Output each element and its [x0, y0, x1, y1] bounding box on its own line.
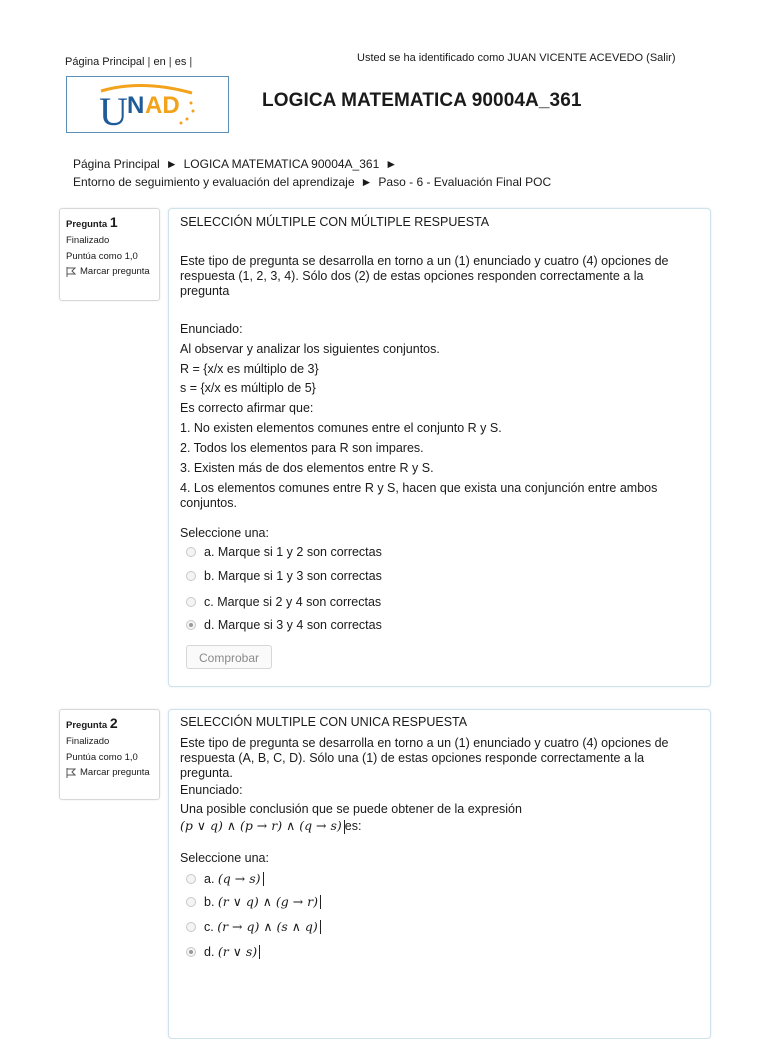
statement-line: 1. No existen elementos comunes entre el conjunto R y S. — [180, 421, 502, 435]
breadcrumb-section[interactable]: Entorno de seguimiento y evaluación del aprendizaje — [73, 175, 355, 189]
option-label: b. Marque si 1 y 3 son correctas — [204, 569, 382, 583]
answer-option-c[interactable] — [186, 595, 381, 609]
flag-icon — [66, 267, 76, 277]
text-cursor — [320, 920, 321, 934]
radio-button-selected[interactable] — [186, 947, 196, 957]
answer-option-c[interactable] — [186, 919, 321, 934]
answer-option-d[interactable] — [186, 618, 382, 632]
enunciado-label: Enunciado: — [180, 783, 243, 797]
text-cursor — [320, 895, 321, 909]
option-math: (q → s) — [217, 871, 261, 886]
breadcrumb-separator: ► — [360, 175, 373, 189]
option-label: d. Marque si 3 y 4 son correctas — [204, 618, 382, 632]
question-1-info — [59, 208, 160, 301]
question-label: Pregunta — [66, 219, 108, 230]
expression-suffix: es: — [344, 819, 362, 833]
statement-line: 2. Todos los elementos para R son impares. — [180, 441, 424, 455]
svg-text:AD: AD — [145, 92, 180, 119]
text-cursor — [259, 945, 260, 959]
question-number: 2 — [109, 715, 118, 731]
logic-expression: (p ∨ q) ∧ (p → r) ∧ (q → s) — [180, 818, 342, 833]
question-state: Finalizado — [66, 235, 110, 246]
question-intro: Este tipo de pregunta se desarrolla en torno a un (1) enunciado y cuatro (4) opciones de respuesta (1, 2, 3, 4). Sólo dos (2) de estas opciones responden correctamente a la pregunta — [180, 254, 669, 298]
radio-button[interactable] — [186, 571, 196, 581]
answer-option-b[interactable] — [186, 894, 321, 909]
lang-en-link[interactable]: en — [153, 56, 166, 68]
radio-button[interactable] — [186, 874, 196, 884]
check-button[interactable]: Comprobar — [186, 645, 272, 669]
option-letter: c. — [204, 919, 214, 934]
radio-button-selected[interactable] — [186, 620, 196, 630]
question-grade: Puntúa como 1,0 — [66, 752, 138, 763]
statement-line: Es correcto afirmar que: — [180, 401, 314, 415]
question-label: Pregunta — [66, 720, 108, 731]
svg-text:U: U — [99, 89, 128, 132]
course-title: LOGICA MATEMATICA 90004A_361 — [262, 90, 582, 111]
unad-logo-image — [67, 77, 228, 132]
statement-line: 4. Los elementos comunes entre R y S, hacen que exista una conjunción entre ambos conjuntos. — [180, 481, 658, 510]
breadcrumb-home[interactable]: Página Principal — [73, 157, 160, 171]
option-letter: a. — [204, 871, 215, 886]
statement-line: s = {x/x es múltiplo de 5} — [180, 381, 316, 395]
option-label: c. Marque si 2 y 4 son correctas — [204, 595, 382, 609]
option-math: (r ∨ q) ∧ (g → r) — [217, 894, 318, 909]
question-2-info — [59, 709, 160, 800]
question-intro: Este tipo de pregunta se desarrolla en torno a un (1) enunciado y cuatro (4) opciones de respuesta (A, B, C, D). Sólo una (1) de estas opciones responde correctamente a la pregunta. — [180, 736, 669, 780]
radio-button[interactable] — [186, 547, 196, 557]
select-prompt: Seleccione una: — [180, 526, 269, 540]
statement-line: 3. Existen más de dos elementos entre R y S. — [180, 461, 434, 475]
flag-label: Marcar pregunta — [80, 266, 150, 277]
flag-question-button[interactable] — [66, 266, 153, 277]
enunciado-label: Enunciado: — [180, 322, 243, 336]
flag-label: Marcar pregunta — [80, 767, 150, 778]
option-letter: d. — [204, 944, 215, 959]
home-link[interactable]: Página Principal — [65, 56, 145, 68]
question-state: Finalizado — [66, 736, 110, 747]
radio-button[interactable] — [186, 897, 196, 907]
statement-line: R = {x/x es múltiplo de 3} — [180, 362, 319, 376]
breadcrumb-course[interactable]: LOGICA MATEMATICA 90004A_361 — [183, 157, 380, 171]
top-nav: Página Principal | en | es | — [65, 56, 193, 68]
breadcrumb-separator: ► — [165, 157, 178, 171]
breadcrumb-quiz[interactable]: Paso - 6 - Evaluación Final POC — [378, 175, 552, 189]
text-cursor — [263, 872, 264, 886]
option-letter: b. — [204, 894, 215, 909]
option-label: a. Marque si 1 y 2 son correctas — [204, 545, 382, 559]
answer-option-d[interactable] — [186, 944, 260, 959]
breadcrumb — [73, 155, 551, 191]
statement-line: Al observar y analizar los siguientes conjuntos. — [180, 342, 440, 356]
svg-text:N: N — [127, 92, 145, 119]
option-math: (r ∨ s) — [217, 944, 258, 959]
flag-question-button[interactable] — [66, 767, 153, 778]
flag-icon — [66, 768, 76, 778]
question-grade: Puntúa como 1,0 — [66, 251, 138, 262]
radio-button[interactable] — [186, 597, 196, 607]
user-login-info[interactable]: Usted se ha identificado como JUAN VICENTE ACEVEDO (Salir) — [357, 52, 676, 64]
lang-es-link[interactable]: es — [174, 56, 187, 68]
option-math: (r → q) ∧ (s ∧ q) — [217, 919, 318, 934]
answer-option-b[interactable] — [186, 569, 382, 583]
answer-option-a[interactable] — [186, 545, 382, 559]
question-number: 1 — [109, 214, 118, 230]
radio-button[interactable] — [186, 922, 196, 932]
answer-option-a[interactable] — [186, 871, 264, 886]
question-heading: SELECCIÓN MÚLTIPLE CON MÚLTIPLE RESPUESTA — [180, 215, 490, 229]
expression-line — [180, 818, 690, 834]
expression-intro: Una posible conclusión que se puede obtener de la expresión — [180, 802, 522, 816]
question-heading: SELECCIÓN MULTIPLE CON UNICA RESPUESTA — [180, 715, 468, 729]
breadcrumb-separator: ► — [385, 157, 398, 171]
select-prompt: Seleccione una: — [180, 851, 269, 865]
unad-logo[interactable] — [66, 76, 229, 133]
